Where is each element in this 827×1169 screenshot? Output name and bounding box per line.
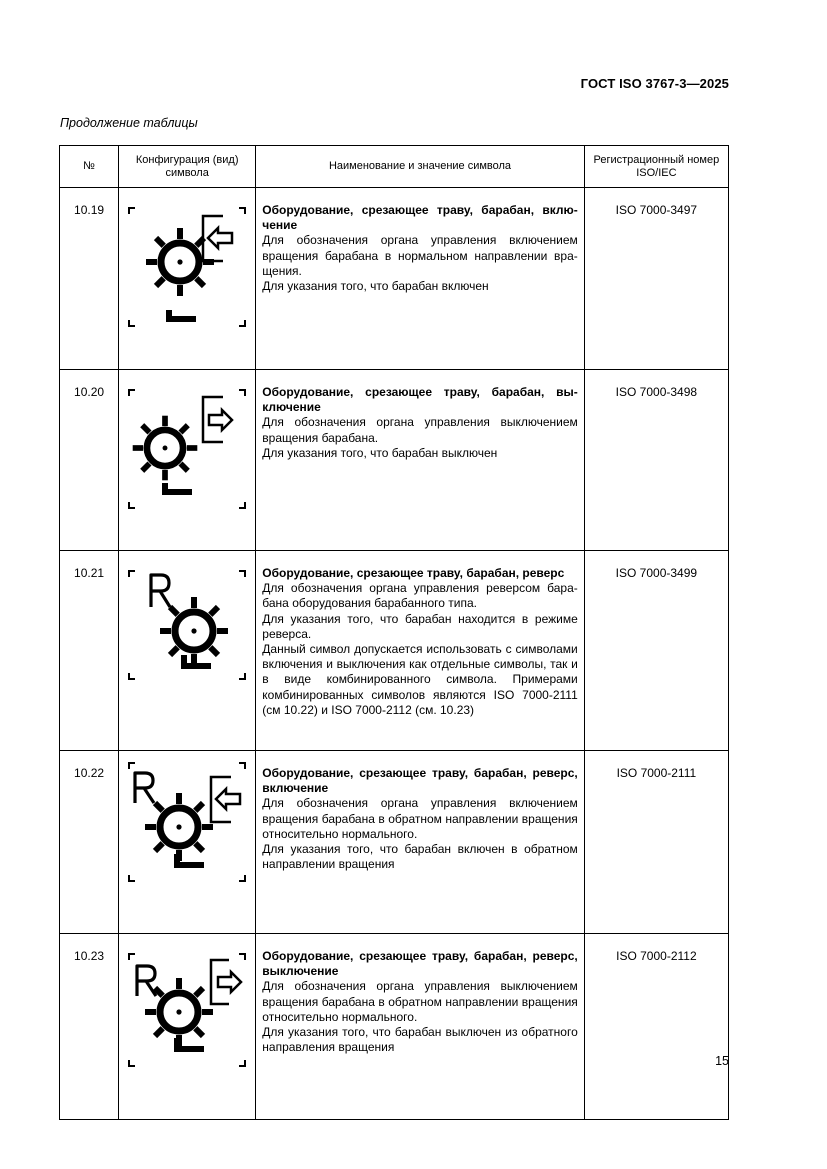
drum-on-forward-icon	[119, 188, 255, 343]
drum-off-icon	[119, 370, 255, 525]
table-row	[60, 188, 729, 370]
column-header-registration: Регистрационный номер ISO/IEC	[584, 146, 728, 188]
registration-number: ISO 7000-3499	[584, 551, 728, 751]
description-line: Для указания того, что барабан находится в режиме реверса.	[262, 611, 578, 641]
symbol-cell	[119, 934, 256, 1120]
table-row	[60, 551, 729, 751]
symbol-cell	[119, 370, 256, 551]
symbol-description	[256, 934, 584, 1120]
table-row	[60, 934, 729, 1120]
symbol-description	[256, 751, 584, 934]
symbol-title: Оборудование, срезающее траву, барабан, включение	[262, 203, 578, 233]
symbol-title: Оборудование, срезающее траву, барабан, реверс, выключение	[262, 949, 578, 979]
registration-number: ISO 7000-2112	[584, 934, 728, 1120]
registration-number: ISO 7000-3498	[584, 370, 728, 551]
symbols-table	[59, 145, 729, 1120]
description-line: Для обозначения органа управления выключением вращения барабана в обратном направлении вращения относительно нормального.	[262, 979, 578, 1024]
description-line: Для указания того, что барабан выключен	[262, 445, 498, 460]
description-line: Для обозначения органа управления включением вращения барабана в нормальном направлении вращения.	[262, 233, 578, 278]
symbol-description	[256, 551, 584, 751]
description-line: Для указания того, что барабан выключен из обратного направления вращения	[262, 1025, 578, 1055]
symbol-title: Оборудование, срезающее траву, барабан, выключение	[262, 385, 578, 415]
table-row	[60, 751, 729, 934]
symbol-cell	[119, 751, 256, 934]
row-number: 10.19	[60, 188, 119, 370]
symbol-cell	[119, 188, 256, 370]
description-line: Для указания того, что барабан включен	[262, 279, 489, 294]
symbol-title: Оборудование, срезающее траву, барабан, реверс	[262, 566, 565, 580]
row-number: 10.20	[60, 370, 119, 551]
registration-number: ISO 7000-3497	[584, 188, 728, 370]
row-number: 10.22	[60, 751, 119, 934]
description-line: Данный символ допускается использовать с символами включения и выключения как отдельные символы, так и в виде комбинированного символа. Примерами комбинированных символов являются ISO 7000-2111 (см 10.22) и ISO 7000-2112 (см. 10.23)	[262, 642, 578, 717]
symbol-cell	[119, 551, 256, 751]
symbol-title: Оборудование, срезающее траву, барабан, реверс, включение	[262, 766, 578, 796]
registration-number: ISO 7000-2111	[584, 751, 728, 934]
drum-reverse-icon	[119, 551, 255, 725]
drum-reverse-off-icon	[119, 934, 255, 1094]
table-continuation-label: Продолжение таблицы	[60, 116, 198, 130]
standard-code: ГОСТ ISO 3767-3—2025	[580, 76, 729, 91]
table-row	[60, 370, 729, 551]
column-header-symbol: Конфигурация (вид) символа	[119, 146, 256, 188]
symbol-description	[256, 370, 584, 551]
symbol-description	[256, 188, 584, 370]
page-number: 15	[715, 1054, 729, 1068]
row-number: 10.23	[60, 934, 119, 1120]
drum-reverse-on-icon	[119, 751, 255, 908]
description-line: Для обозначения органа управления выключением вращения барабана.	[262, 415, 578, 445]
column-header-description: Наименование и значение символа	[256, 146, 584, 188]
row-number: 10.21	[60, 551, 119, 751]
column-header-number: №	[60, 146, 119, 188]
description-line: Для обозначения органа управления реверсом барабана оборудования барабанного типа.	[262, 581, 578, 611]
table-header-row	[60, 146, 729, 188]
description-line: Для обозначения органа управления включением вращения барабана в обратном направлении вращения относительно нормального.	[262, 796, 578, 841]
description-line: Для указания того, что барабан включен в обратном направлении вращения	[262, 842, 578, 872]
